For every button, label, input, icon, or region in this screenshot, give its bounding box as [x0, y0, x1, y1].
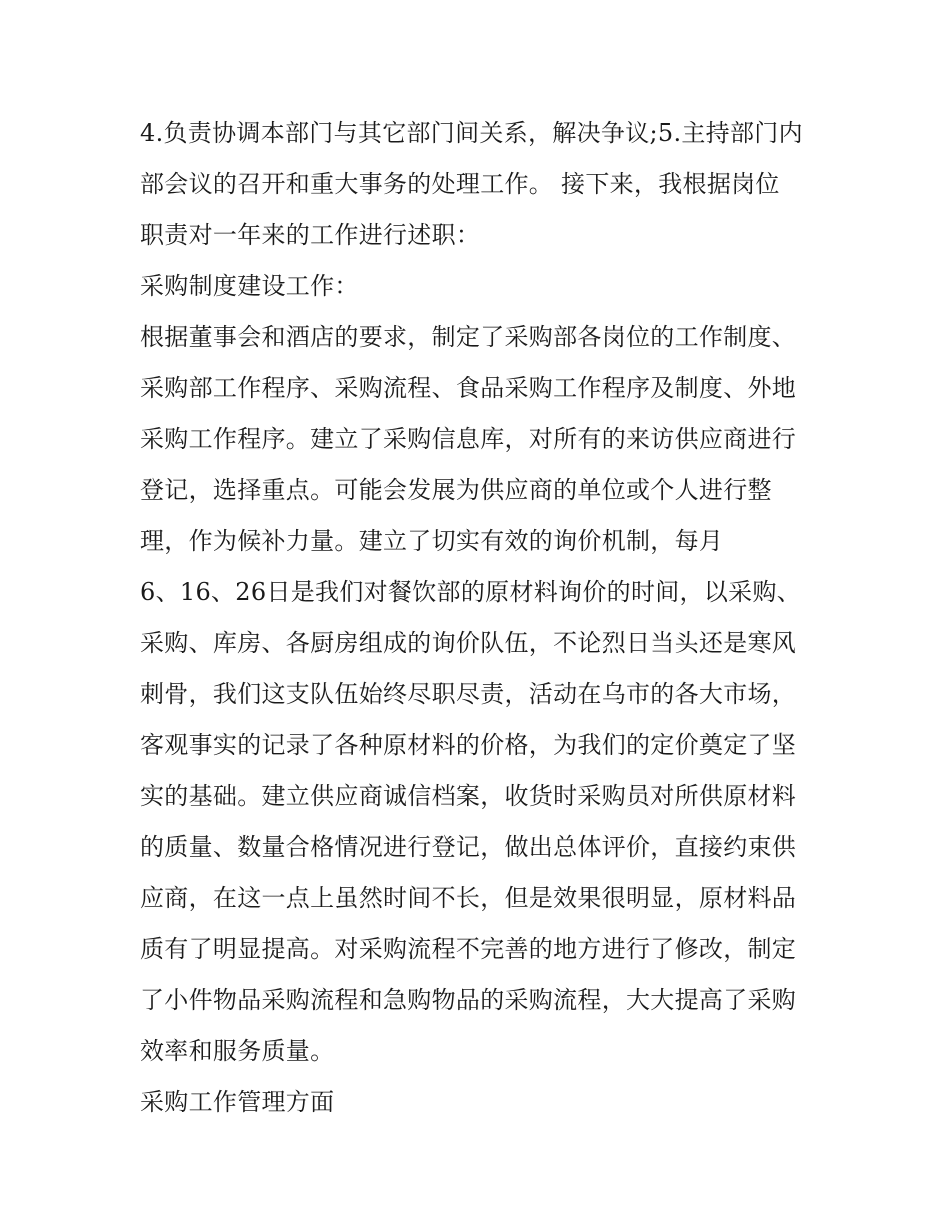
text-line: 登记，选择重点。可能会发展为供应商的单位或个人进行整 [140, 476, 772, 504]
text-line: 4.负责协调本部门与其它部门间关系，解决争议;5.主持部门内 [140, 119, 803, 147]
text-line: 理，作为候补力量。建立了切实有效的询价机制，每月 [140, 527, 724, 555]
text-line: 质有了明显提高。对采购流程不完善的地方进行了修改，制定 [140, 935, 797, 963]
text-line: 的质量、数量合格情况进行登记，做出总体评价，直接约束供 [140, 833, 797, 861]
text-line: 采购、库房、各厨房组成的询价队伍，不论烈日当头还是寒风 [140, 629, 797, 657]
text-line: 采购工作程序。建立了采购信息库，对所有的来访供应商进行 [140, 425, 797, 453]
text-line: 应商，在这一点上虽然时间不长，但是效果很明显，原材料品 [140, 884, 797, 912]
text-line: 采购部工作程序、采购流程、食品采购工作程序及制度、外地 [140, 374, 797, 402]
text-line: 效率和服务质量。 [140, 1037, 335, 1065]
document-body [140, 108, 820, 1128]
text-line: 部会议的召开和重大事务的处理工作。 接下来，我根据岗位 [140, 170, 780, 198]
text-line: 实的基础。建立供应商诚信档案，收货时采购员对所供原材料 [140, 782, 797, 810]
text-line: 职责对一年来的工作进行述职： [140, 221, 481, 249]
text-line: 了小件物品采购流程和急购物品的采购流程，大大提高了采购 [140, 986, 797, 1014]
section-heading: 采购工作管理方面 [140, 1088, 335, 1116]
text-line: 根据董事会和酒店的要求，制定了采购部各岗位的工作制度、 [140, 323, 797, 351]
text-line: 客观事实的记录了各种原材料的价格，为我们的定价奠定了坚 [140, 731, 797, 759]
section-heading: 采购制度建设工作： [140, 272, 359, 300]
text-line: 6、16、26日是我们对餐饮部的原材料询价的时间，以采购、 [140, 578, 802, 606]
text-line: 刺骨，我们这支队伍始终尽职尽责，活动在乌市的各大市场， [140, 680, 797, 708]
